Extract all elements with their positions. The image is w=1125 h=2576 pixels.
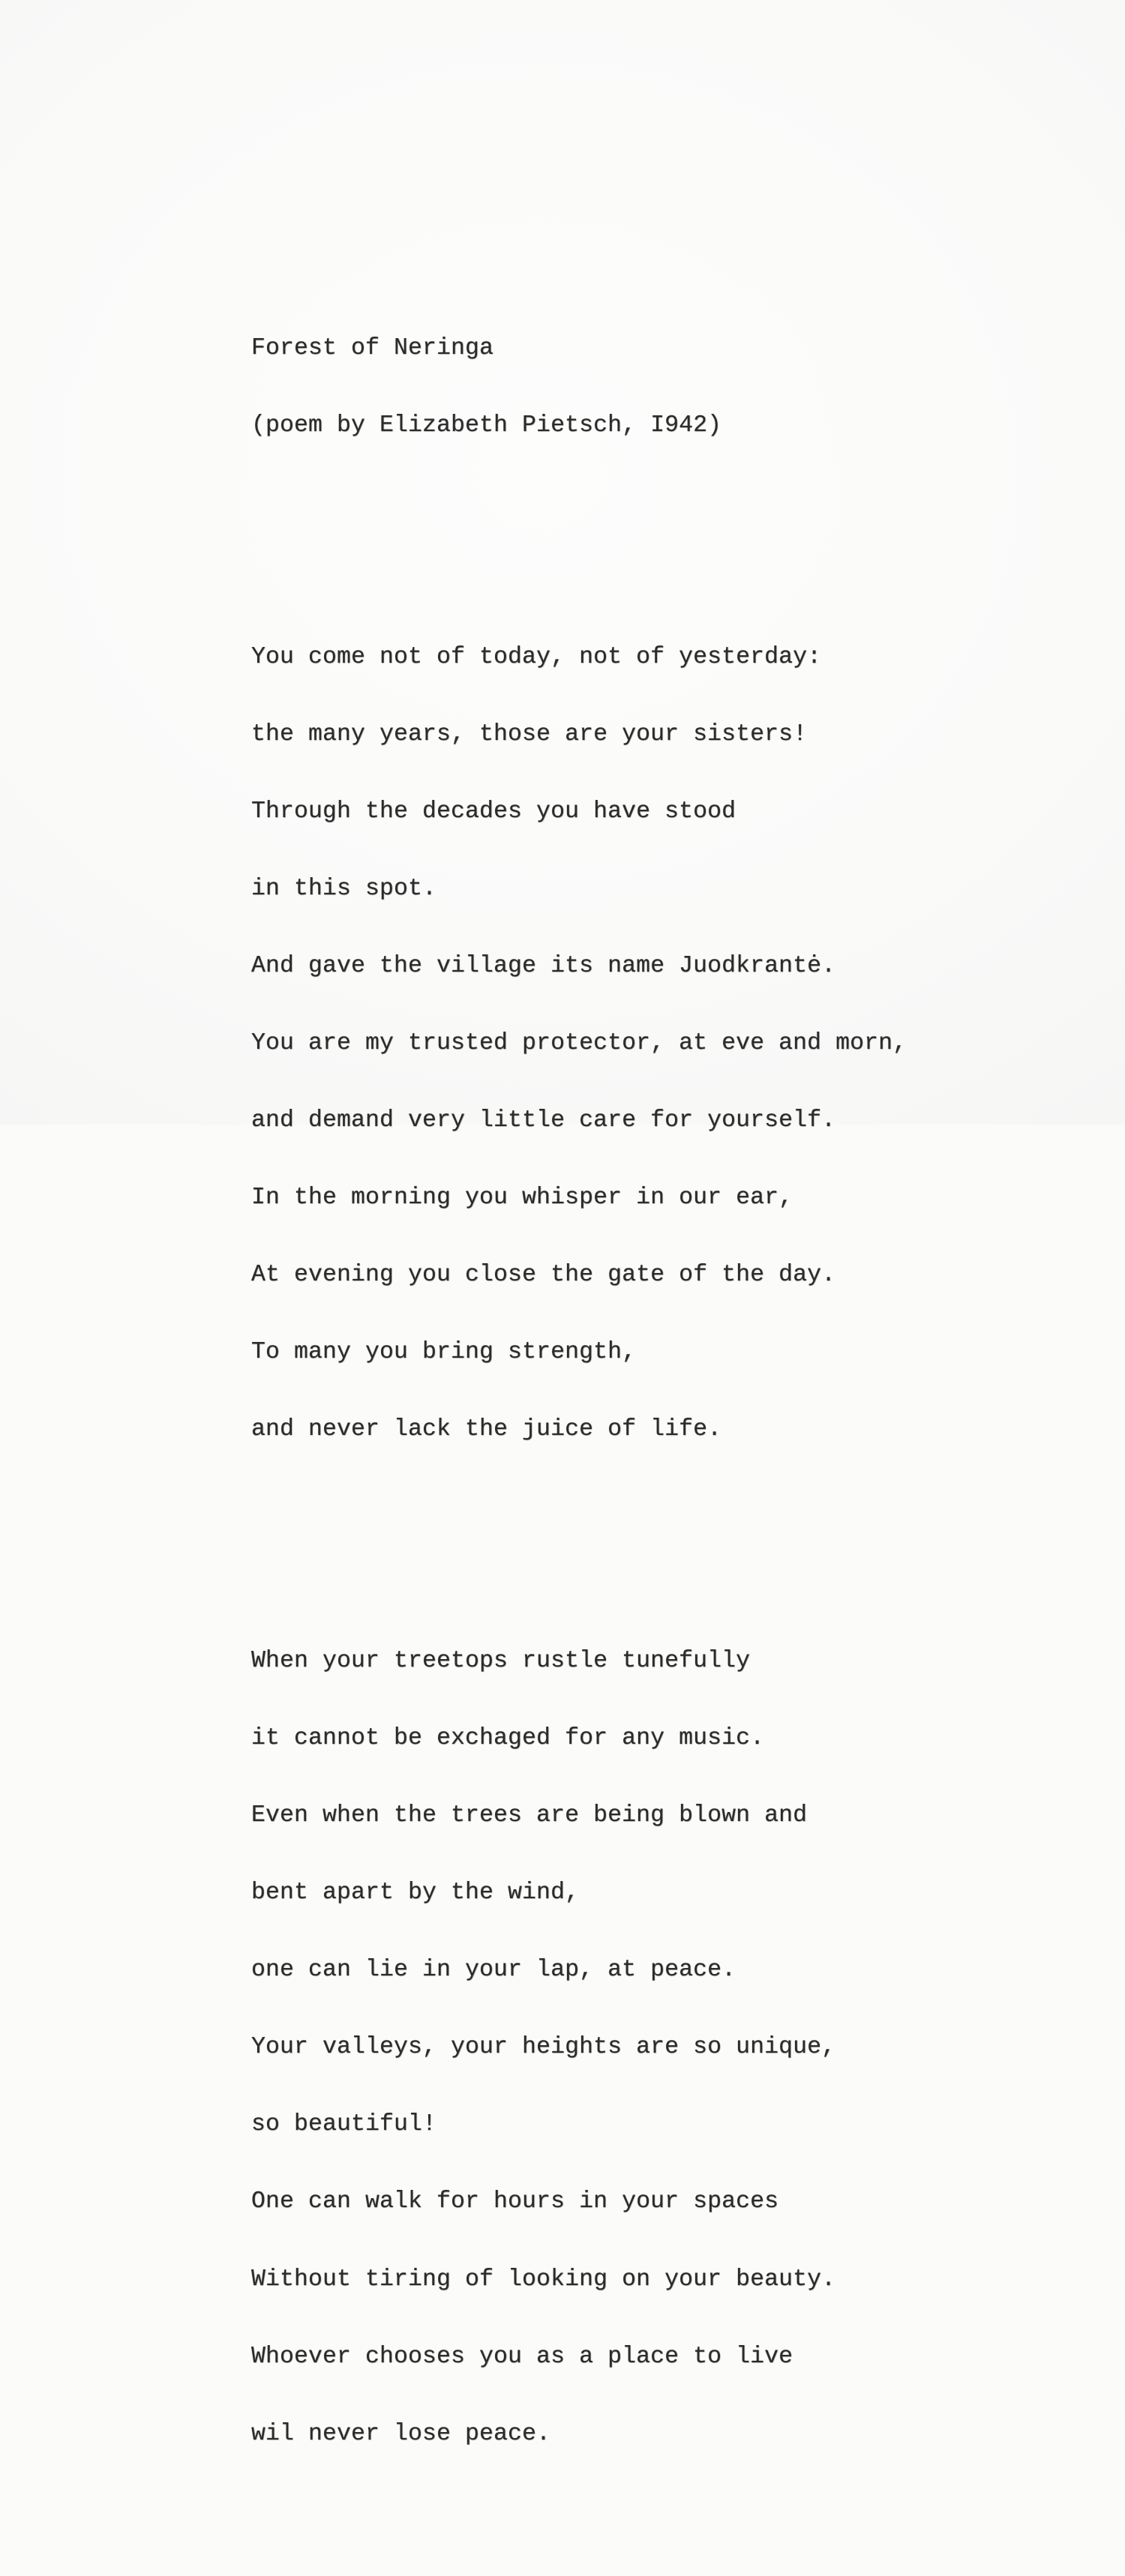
poem-line: And gave the village its name Juodkrantė.	[251, 952, 836, 979]
poem-line: You come not of today, not of yesterday:	[251, 643, 822, 670]
poem-stanza-1	[251, 593, 907, 1494]
poem-line: Without tiring of looking on your beauty.	[251, 2266, 836, 2293]
poem-line: When your treetops rustle tunefully	[251, 1648, 751, 1675]
poem-line: At evening you close the gate of the day.	[251, 1262, 836, 1289]
poem-line: in this spot.	[251, 875, 437, 902]
poem-attribution: (poem by Elizabeth Pietsch, I942)	[251, 412, 722, 439]
poem-line: wil never lose peace.	[251, 2420, 551, 2447]
poem-line: bent apart by the wind,	[251, 1880, 580, 1907]
poem-line: Your valleys, your heights are so unique,	[251, 2034, 836, 2061]
poem-header	[251, 284, 907, 490]
poem-line: the many years, those are your sisters!	[251, 720, 808, 747]
poem-text-block	[251, 207, 907, 2576]
poem-line: Whoever chooses you as a place to live	[251, 2343, 794, 2370]
poem-line: Through the decades you have stood	[251, 798, 736, 825]
poem-line: so beautiful!	[251, 2111, 437, 2138]
poem-line: and never lack the juice of life.	[251, 1416, 722, 1443]
poem-line: one can lie in your lap, at peace.	[251, 1957, 736, 1984]
poem-line: To many you bring strength,	[251, 1339, 637, 1366]
poem-title: Forest of Neringa	[251, 334, 494, 361]
poem-line: In the morning you whisper in our ear,	[251, 1185, 794, 1212]
poem-line: You are my trusted protector, at eve and morn,	[251, 1030, 908, 1056]
poem-line: and demand very little care for yourself.	[251, 1107, 836, 1134]
poem-line: Even when the trees are being blown and	[251, 1802, 808, 1829]
poem-line: it cannot be exchaged for any music.	[251, 1725, 765, 1752]
poem-stanza-2	[251, 1598, 907, 2499]
poem-line: One can walk for hours in your spaces	[251, 2188, 779, 2215]
